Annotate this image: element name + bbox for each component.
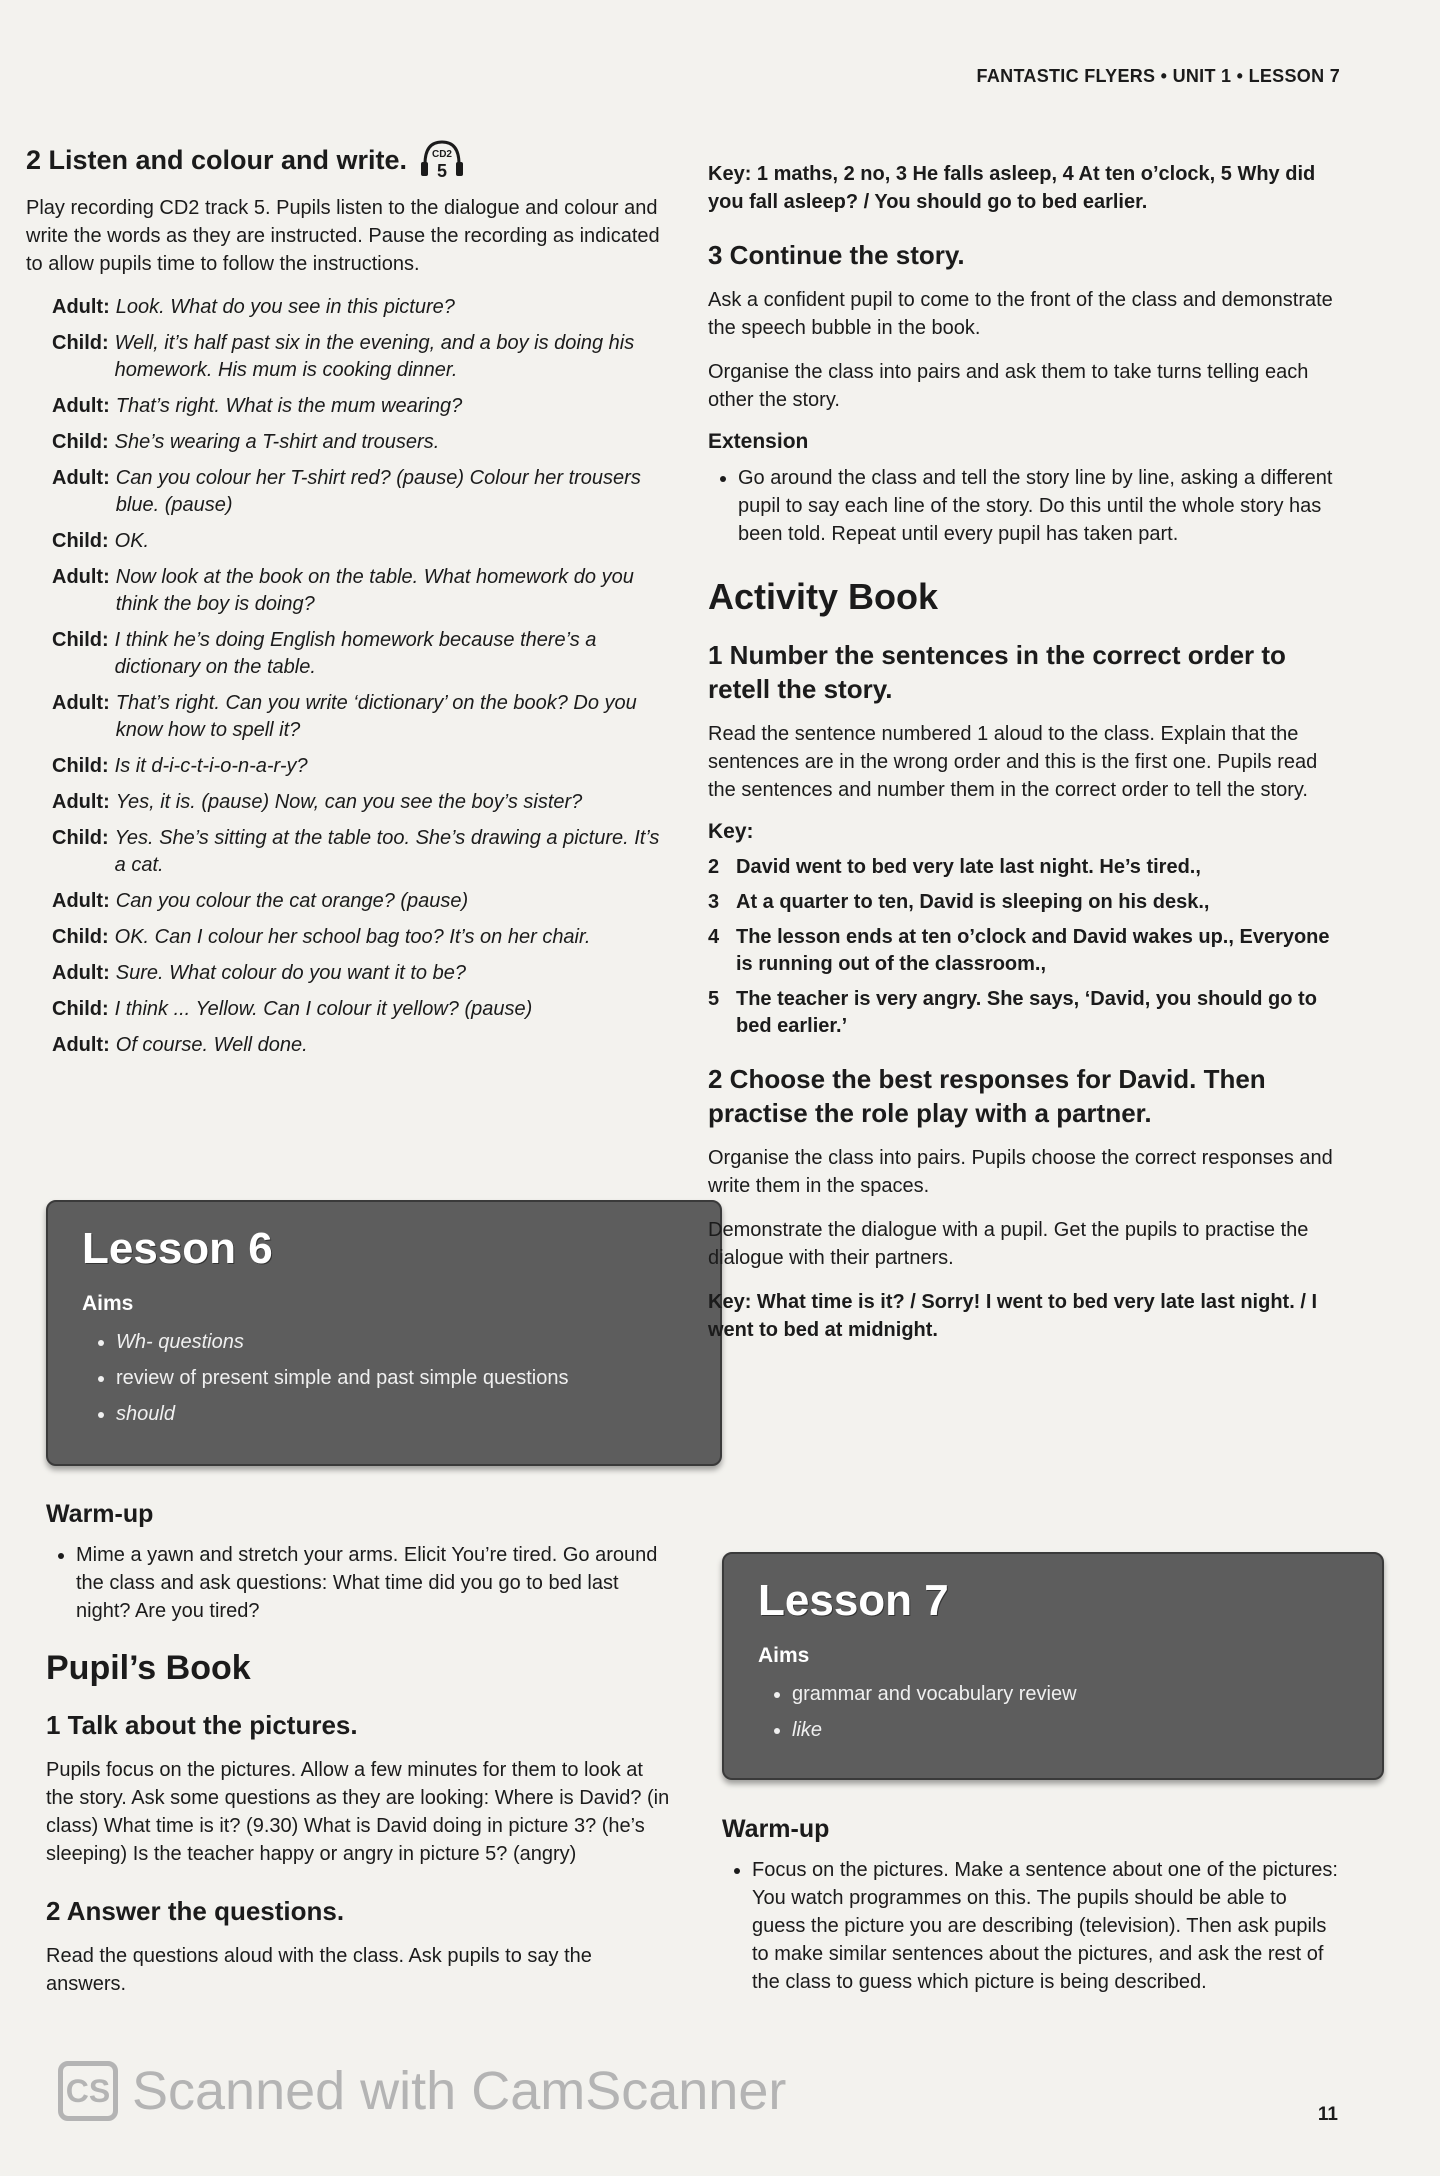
dialogue-line: [52, 564, 676, 618]
dialogue-text: Can you colour the cat orange? (pause): [115, 890, 469, 912]
dialogue-text: I think ... Yellow. Can I colour it yellow? (pause): [114, 998, 533, 1020]
ab-key-item: [708, 924, 1342, 978]
dialogue-line: [52, 825, 676, 879]
dialogue-text: OK. Can I colour her school bag too? It’s on her chair.: [114, 926, 591, 948]
lesson-7-aim: • grammar and vocabulary review: [792, 1676, 1348, 1712]
warmup-list: [46, 1541, 676, 1625]
dialogue-speaker: Adult:: [52, 692, 110, 714]
running-head: FANTASTIC FLYERS • UNIT 1 • LESSON 7: [976, 66, 1340, 86]
cd-track-number: 5: [437, 161, 448, 181]
extension-title: Extension: [708, 430, 809, 453]
lesson-6-aim: • review of present simple and past simple questions: [116, 1360, 686, 1396]
dialogue-speaker: Adult:: [52, 467, 110, 489]
dialogue-text: Now look at the book on the table. What homework do you think the boy is doing?: [115, 566, 634, 615]
dialogue-text: I think he’s doing English homework because there’s a dictionary on the table.: [114, 629, 597, 678]
lesson-7-warmup-list: [722, 1856, 1342, 1996]
ab-key-text: David went to bed very late last night. He’s tired.,: [736, 856, 1201, 878]
dialogue-line: [52, 429, 676, 456]
cd-label: CD2: [432, 149, 453, 160]
pb-exercise-2-text: Read the questions aloud with the class. Ask pupils to say the answers.: [46, 1945, 592, 1995]
pb-exercise-1-text: Pupils focus on the pictures. Allow a few minutes for them to look at the story. Ask some questions as they are looking: Where is David? (in class) What time is it? (9.30) What is David doing in picture 3? (he’s sleeping) Is the teacher happy or angry in picture 5? (angry): [46, 1759, 670, 1865]
dialogue-speaker: Child:: [52, 332, 109, 354]
dialogue-speaker: Adult:: [52, 1034, 110, 1056]
dialogue-line: [52, 789, 676, 816]
dialogue-speaker: Child:: [52, 926, 109, 948]
lesson-6-box: [46, 1200, 722, 1466]
ab-key-number: 5: [708, 988, 720, 1010]
dialogue-text: That’s right. What is the mum wearing?: [115, 395, 463, 417]
ab-key-list: [708, 854, 1342, 1040]
dialogue-line: [52, 393, 676, 420]
dialogue-speaker: Adult:: [52, 791, 110, 813]
dialogue-text: Of course. Well done.: [115, 1034, 308, 1056]
dialogue-text: That’s right. Can you write ‘dictionary’ on the book? Do you know how to spell it?: [115, 692, 637, 741]
dialogue-line: [52, 888, 676, 915]
ab-key-number: 3: [708, 891, 720, 913]
activity-book-title: Activity Book: [708, 576, 939, 617]
pb-exercise-1-title: 1 Talk about the pictures.: [46, 1710, 358, 1740]
lesson-6-aim: • should: [116, 1396, 686, 1432]
right-column: [708, 160, 1342, 1360]
dialogue-speaker: Child:: [52, 755, 109, 777]
exercise-3-p1: Ask a confident pupil to come to the front of the class and demonstrate the speech bubble in the book.: [708, 289, 1333, 339]
right-lower-column: [722, 1815, 1342, 2012]
dialogue-line: [52, 690, 676, 744]
dialogue-text: Well, it’s half past six in the evening, and a boy is doing his homework. His mum is cooking dinner.: [114, 332, 635, 381]
left-column: [26, 138, 676, 1068]
page-number: 11: [1317, 2104, 1338, 2125]
dialogue-speaker: Child:: [52, 998, 109, 1020]
dialogue-speaker: Child:: [52, 431, 109, 453]
ab-exercise-2-p1: Organise the class into pairs. Pupils choose the correct responses and write them in the spaces.: [708, 1147, 1333, 1197]
dialogue-speaker: Adult:: [52, 962, 110, 984]
dialogue-line: [52, 996, 676, 1023]
lesson-6-aim: • Wh- questions: [116, 1324, 686, 1360]
dialogue-line: [52, 924, 676, 951]
ab-key-number: 2: [708, 856, 720, 878]
lesson-7-box: [722, 1552, 1384, 1780]
camscanner-watermark: [58, 2060, 786, 2122]
dialogue-speaker: Adult:: [52, 395, 110, 417]
dialogue-text: Sure. What colour do you want it to be?: [115, 962, 466, 984]
lesson-7-aims-list: [758, 1676, 1348, 1748]
lesson-6-aims-label: Aims: [82, 1292, 134, 1315]
warmup-title: Warm-up: [46, 1500, 154, 1528]
warmup-item: • Mime a yawn and stretch your arms. Elicit You’re tired. Go around the class and ask questions: What time did you go to bed last night? Are you tired?: [76, 1541, 676, 1625]
dialogue-speaker: Adult:: [52, 296, 110, 318]
dialogue-line: [52, 753, 676, 780]
lesson-7-aims-label: Aims: [758, 1644, 810, 1667]
ab-exercise-2-title: 2 Choose the best responses for David. Then practise the role play with a partner.: [708, 1064, 1266, 1128]
exercise-3-title: 3 Continue the story.: [708, 240, 965, 270]
extension-list: [708, 464, 1342, 548]
ab-exercise-2-p2: Demonstrate the dialogue with a pupil. Get the pupils to practise the dialogue with their partners.: [708, 1219, 1309, 1269]
ab-key-item: [708, 889, 1342, 916]
dialogue-text: OK.: [114, 530, 150, 552]
camscanner-text: Scanned with CamScanner: [132, 2061, 787, 2121]
dialogue-line: [52, 528, 676, 555]
lesson-7-warmup-item: • Focus on the pictures. Make a sentence about one of the pictures: You watch programmes on this. The pupils should be able to guess the picture you are describing (television). Then ask pupils to make similar sentences about the pictures, and ask the rest of the class to guess which picture is being described.: [752, 1856, 1342, 1996]
dialogue-line: [52, 1032, 676, 1059]
ab-key-number: 4: [708, 926, 720, 948]
dialogue-speaker: Child:: [52, 530, 109, 552]
extension-item: • Go around the class and tell the story line by line, asking a different pupil to say each line of the story. Do this until the whole story has been told. Repeat until every pupil has taken part.: [738, 464, 1342, 548]
dialogue-line: [52, 330, 676, 384]
dialogue-text: Is it d-i-c-t-i-o-n-a-r-y?: [114, 755, 308, 777]
dialogue-line: [52, 627, 676, 681]
dialogue-text: Yes. She’s sitting at the table too. She’s drawing a picture. It’s a cat.: [114, 827, 660, 876]
dialogue-text: Yes, it is. (pause) Now, can you see the boy’s sister?: [115, 791, 583, 813]
dialogue-speaker: Adult:: [52, 566, 110, 588]
lesson-7-aim: • like: [792, 1712, 1348, 1748]
ab-key-label: Key:: [708, 820, 754, 843]
dialogue-text: Look. What do you see in this picture?: [115, 296, 455, 318]
ab-key-text: The lesson ends at ten o’clock and David wakes up., Everyone is running out of the classroom.,: [736, 926, 1330, 975]
dialogue-text: Can you colour her T-shirt red? (pause) Colour her trousers blue. (pause): [115, 467, 641, 516]
dialogue-line: [52, 294, 676, 321]
dialogue-speaker: Child:: [52, 827, 109, 849]
dialogue-line: [52, 465, 676, 519]
key-answers-1: Key: 1 maths, 2 no, 3 He falls asleep, 4 At ten o’clock, 5 Why did you fall asleep? / You should go to bed earlier.: [708, 163, 1316, 213]
ab-exercise-1-text: Read the sentence numbered 1 aloud to the class. Explain that the sentences are in the wrong order and this is the first one. Pupils read the sentences and number them in the correct order to tell the story.: [708, 723, 1318, 801]
camscanner-logo-icon: CS: [58, 2061, 118, 2121]
ab-key-item: [708, 986, 1342, 1040]
ab-key-text: At a quarter to ten, David is sleeping on his desk.,: [736, 891, 1210, 913]
pupils-book-title: Pupil’s Book: [46, 1649, 251, 1687]
exercise-2-heading: [26, 138, 676, 182]
lesson-6-title: Lesson 6: [82, 1224, 273, 1273]
lesson-6-aims-list: [82, 1324, 686, 1432]
exercise-3-p2: Organise the class into pairs and ask them to take turns telling each other the story.: [708, 361, 1309, 411]
ab-key-text: The teacher is very angry. She says, ‘David, you should go to bed earlier.’: [736, 988, 1317, 1037]
dialogue-line: [52, 960, 676, 987]
lesson-7-warmup-title: Warm-up: [722, 1815, 830, 1843]
dialogue-text: She’s wearing a T-shirt and trousers.: [114, 431, 440, 453]
exercise-2-title: 2 Listen and colour and write.: [26, 144, 408, 175]
dialogue-speaker: Child:: [52, 629, 109, 651]
exercise-2-intro: Play recording CD2 track 5. Pupils listen to the dialogue and colour and write the words as they are instructed. Pause the recording as indicated to allow pupils time to follow the instructions.: [26, 197, 660, 275]
cd-track-icon: [419, 138, 465, 182]
left-lower-column: [46, 1500, 676, 2014]
dialogue: [52, 294, 676, 1059]
ab-exercise-2-key: Key: What time is it? / Sorry! I went to bed very late last night. / I went to bed at midnight.: [708, 1291, 1317, 1341]
dialogue-speaker: Adult:: [52, 890, 110, 912]
lesson-7-title: Lesson 7: [758, 1576, 949, 1625]
ab-exercise-1-title: 1 Number the sentences in the correct order to retell the story.: [708, 640, 1286, 704]
ab-key-item: [708, 854, 1342, 881]
pb-exercise-2-title: 2 Answer the questions.: [46, 1896, 345, 1926]
